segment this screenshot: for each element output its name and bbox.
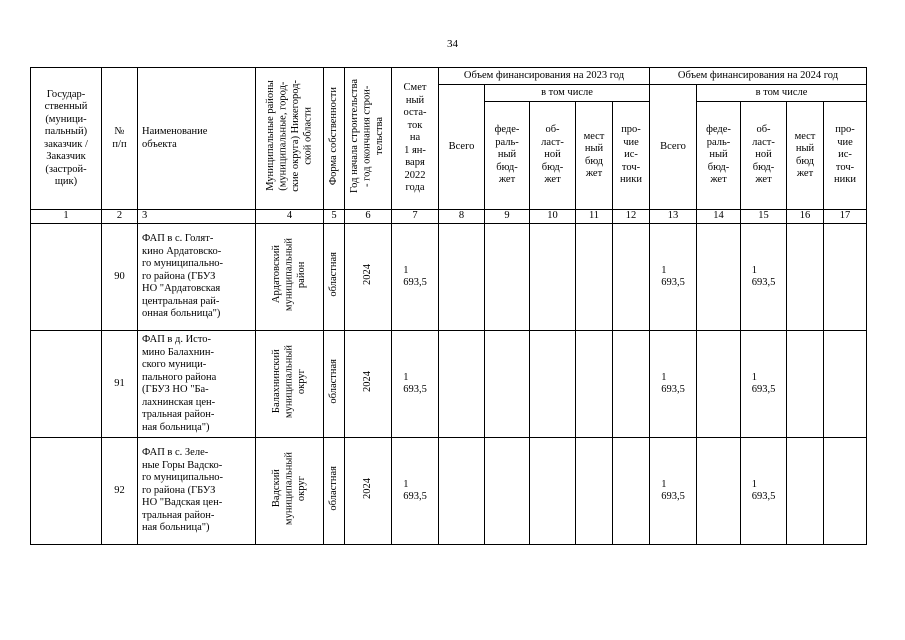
- object-name: ФАП в с. Голят- кино Ардатовско- го муниципально- го района (ГБУЗ НО "Ардатовская центральная рай- онная больница"): [138, 224, 256, 331]
- regional-2024-cell: 1 693,5: [741, 224, 787, 331]
- object-name: ФАП в с. Зеле- ные Горы Вадско- го муниципально- го района (ГБУЗ НО "Вадская цен- тральная район- ная больница"): [138, 438, 256, 545]
- customer-cell: [31, 331, 102, 438]
- column-number: 16: [787, 210, 824, 224]
- header-object-name: Наименование объекта: [138, 68, 256, 210]
- federal-2023-cell: [485, 438, 530, 545]
- district-cell: Балахнинский муниципальный округ: [256, 331, 324, 438]
- column-number: 1: [31, 210, 102, 224]
- header-including-2024: в том числе: [697, 85, 867, 102]
- table-row: [31, 331, 867, 438]
- federal-2024-cell: [697, 224, 741, 331]
- local-2024-cell: [787, 224, 824, 331]
- row-number: 91: [102, 331, 138, 438]
- header-regional-2024: об- ласт- ной бюд- жет: [741, 102, 787, 210]
- object-name: ФАП в д. Исто- мино Балахнин- ского муници- пального района (ГБУЗ НО "Ба- лахнинская цен- тральная район- ная больница"): [138, 331, 256, 438]
- federal-2023-cell: [485, 331, 530, 438]
- regional-2023-cell: [530, 438, 576, 545]
- federal-2023-cell: [485, 224, 530, 331]
- total-2024-cell: 1 693,5: [650, 331, 697, 438]
- ownership-cell: областная: [324, 331, 345, 438]
- other-2024-cell: [824, 331, 867, 438]
- header-other-2023: про- чие ис- точ- ники: [613, 102, 650, 210]
- header-fin-2024: Объем финансирования на 2024 год: [650, 68, 867, 85]
- column-number: 7: [392, 210, 439, 224]
- financing-table: [30, 67, 867, 545]
- local-2023-cell: [576, 331, 613, 438]
- column-number: 13: [650, 210, 697, 224]
- column-number: 2: [102, 210, 138, 224]
- table-row: [31, 224, 867, 331]
- customer-cell: [31, 224, 102, 331]
- header-district: Муниципальные районы (муниципальные, город- ские округа) Нижегород- ской области: [256, 68, 324, 210]
- federal-2024-cell: [697, 438, 741, 545]
- year-cell: 2024: [345, 331, 392, 438]
- local-2023-cell: [576, 438, 613, 545]
- row-number: 90: [102, 224, 138, 331]
- other-2023-cell: [613, 224, 650, 331]
- local-2024-cell: [787, 331, 824, 438]
- header-num: № п/п: [102, 68, 138, 210]
- header-row-1: [31, 68, 867, 85]
- header-other-2024: про- чие ис- точ- ники: [824, 102, 867, 210]
- header-including-2023: в том числе: [485, 85, 650, 102]
- ownership-cell: областная: [324, 438, 345, 545]
- regional-2024-cell: 1 693,5: [741, 438, 787, 545]
- column-number: 8: [439, 210, 485, 224]
- column-number: 14: [697, 210, 741, 224]
- customer-cell: [31, 438, 102, 545]
- column-number: 5: [324, 210, 345, 224]
- district-cell: Ардатовский муниципальный район: [256, 224, 324, 331]
- federal-2024-cell: [697, 331, 741, 438]
- other-2024-cell: [824, 438, 867, 545]
- column-number: 15: [741, 210, 787, 224]
- header-fin-2023: Объем финансирования на 2023 год: [439, 68, 650, 85]
- page-number: 34: [447, 38, 458, 50]
- column-number: 9: [485, 210, 530, 224]
- local-2024-cell: [787, 438, 824, 545]
- regional-2023-cell: [530, 331, 576, 438]
- local-2023-cell: [576, 224, 613, 331]
- regional-2023-cell: [530, 224, 576, 331]
- total-2023-cell: [439, 224, 485, 331]
- district-cell: Вадский муниципальный округ: [256, 438, 324, 545]
- balance-cell: 1 693,5: [392, 224, 439, 331]
- column-number: 4: [256, 210, 324, 224]
- header-total-2023: Всего: [439, 85, 485, 210]
- column-number: 17: [824, 210, 867, 224]
- header-federal-2024: феде- раль- ный бюд- жет: [697, 102, 741, 210]
- column-number: 3: [138, 210, 256, 224]
- header-local-2024: мест ный бюд жет: [787, 102, 824, 210]
- header-customer: Государ- ственный (муници- пальный) заказчик / Заказчик (застрой- щик): [31, 68, 102, 210]
- total-2023-cell: [439, 331, 485, 438]
- total-2024-cell: 1 693,5: [650, 438, 697, 545]
- balance-cell: 1 693,5: [392, 438, 439, 545]
- header-balance: Смет ный оста- ток на 1 ян- варя 2022 года: [392, 68, 439, 210]
- header-local-2023: мест ный бюд жет: [576, 102, 613, 210]
- header-federal-2023: феде- раль- ный бюд- жет: [485, 102, 530, 210]
- balance-cell: 1 693,5: [392, 331, 439, 438]
- other-2023-cell: [613, 331, 650, 438]
- year-cell: 2024: [345, 224, 392, 331]
- header-regional-2023: об- ласт- ной бюд- жет: [530, 102, 576, 210]
- header-total-2024: Всего: [650, 85, 697, 210]
- total-2024-cell: 1 693,5: [650, 224, 697, 331]
- header-years: Год начала строительства - год окончания строи- тельства: [345, 68, 392, 210]
- table-row: [31, 438, 867, 545]
- regional-2024-cell: 1 693,5: [741, 331, 787, 438]
- column-number: 11: [576, 210, 613, 224]
- other-2024-cell: [824, 224, 867, 331]
- other-2023-cell: [613, 438, 650, 545]
- year-cell: 2024: [345, 438, 392, 545]
- column-number: 12: [613, 210, 650, 224]
- row-number: 92: [102, 438, 138, 545]
- total-2023-cell: [439, 438, 485, 545]
- column-number-row: [31, 210, 867, 224]
- ownership-cell: областная: [324, 224, 345, 331]
- header-ownership: Форма собственности: [324, 68, 345, 210]
- column-number: 6: [345, 210, 392, 224]
- column-number: 10: [530, 210, 576, 224]
